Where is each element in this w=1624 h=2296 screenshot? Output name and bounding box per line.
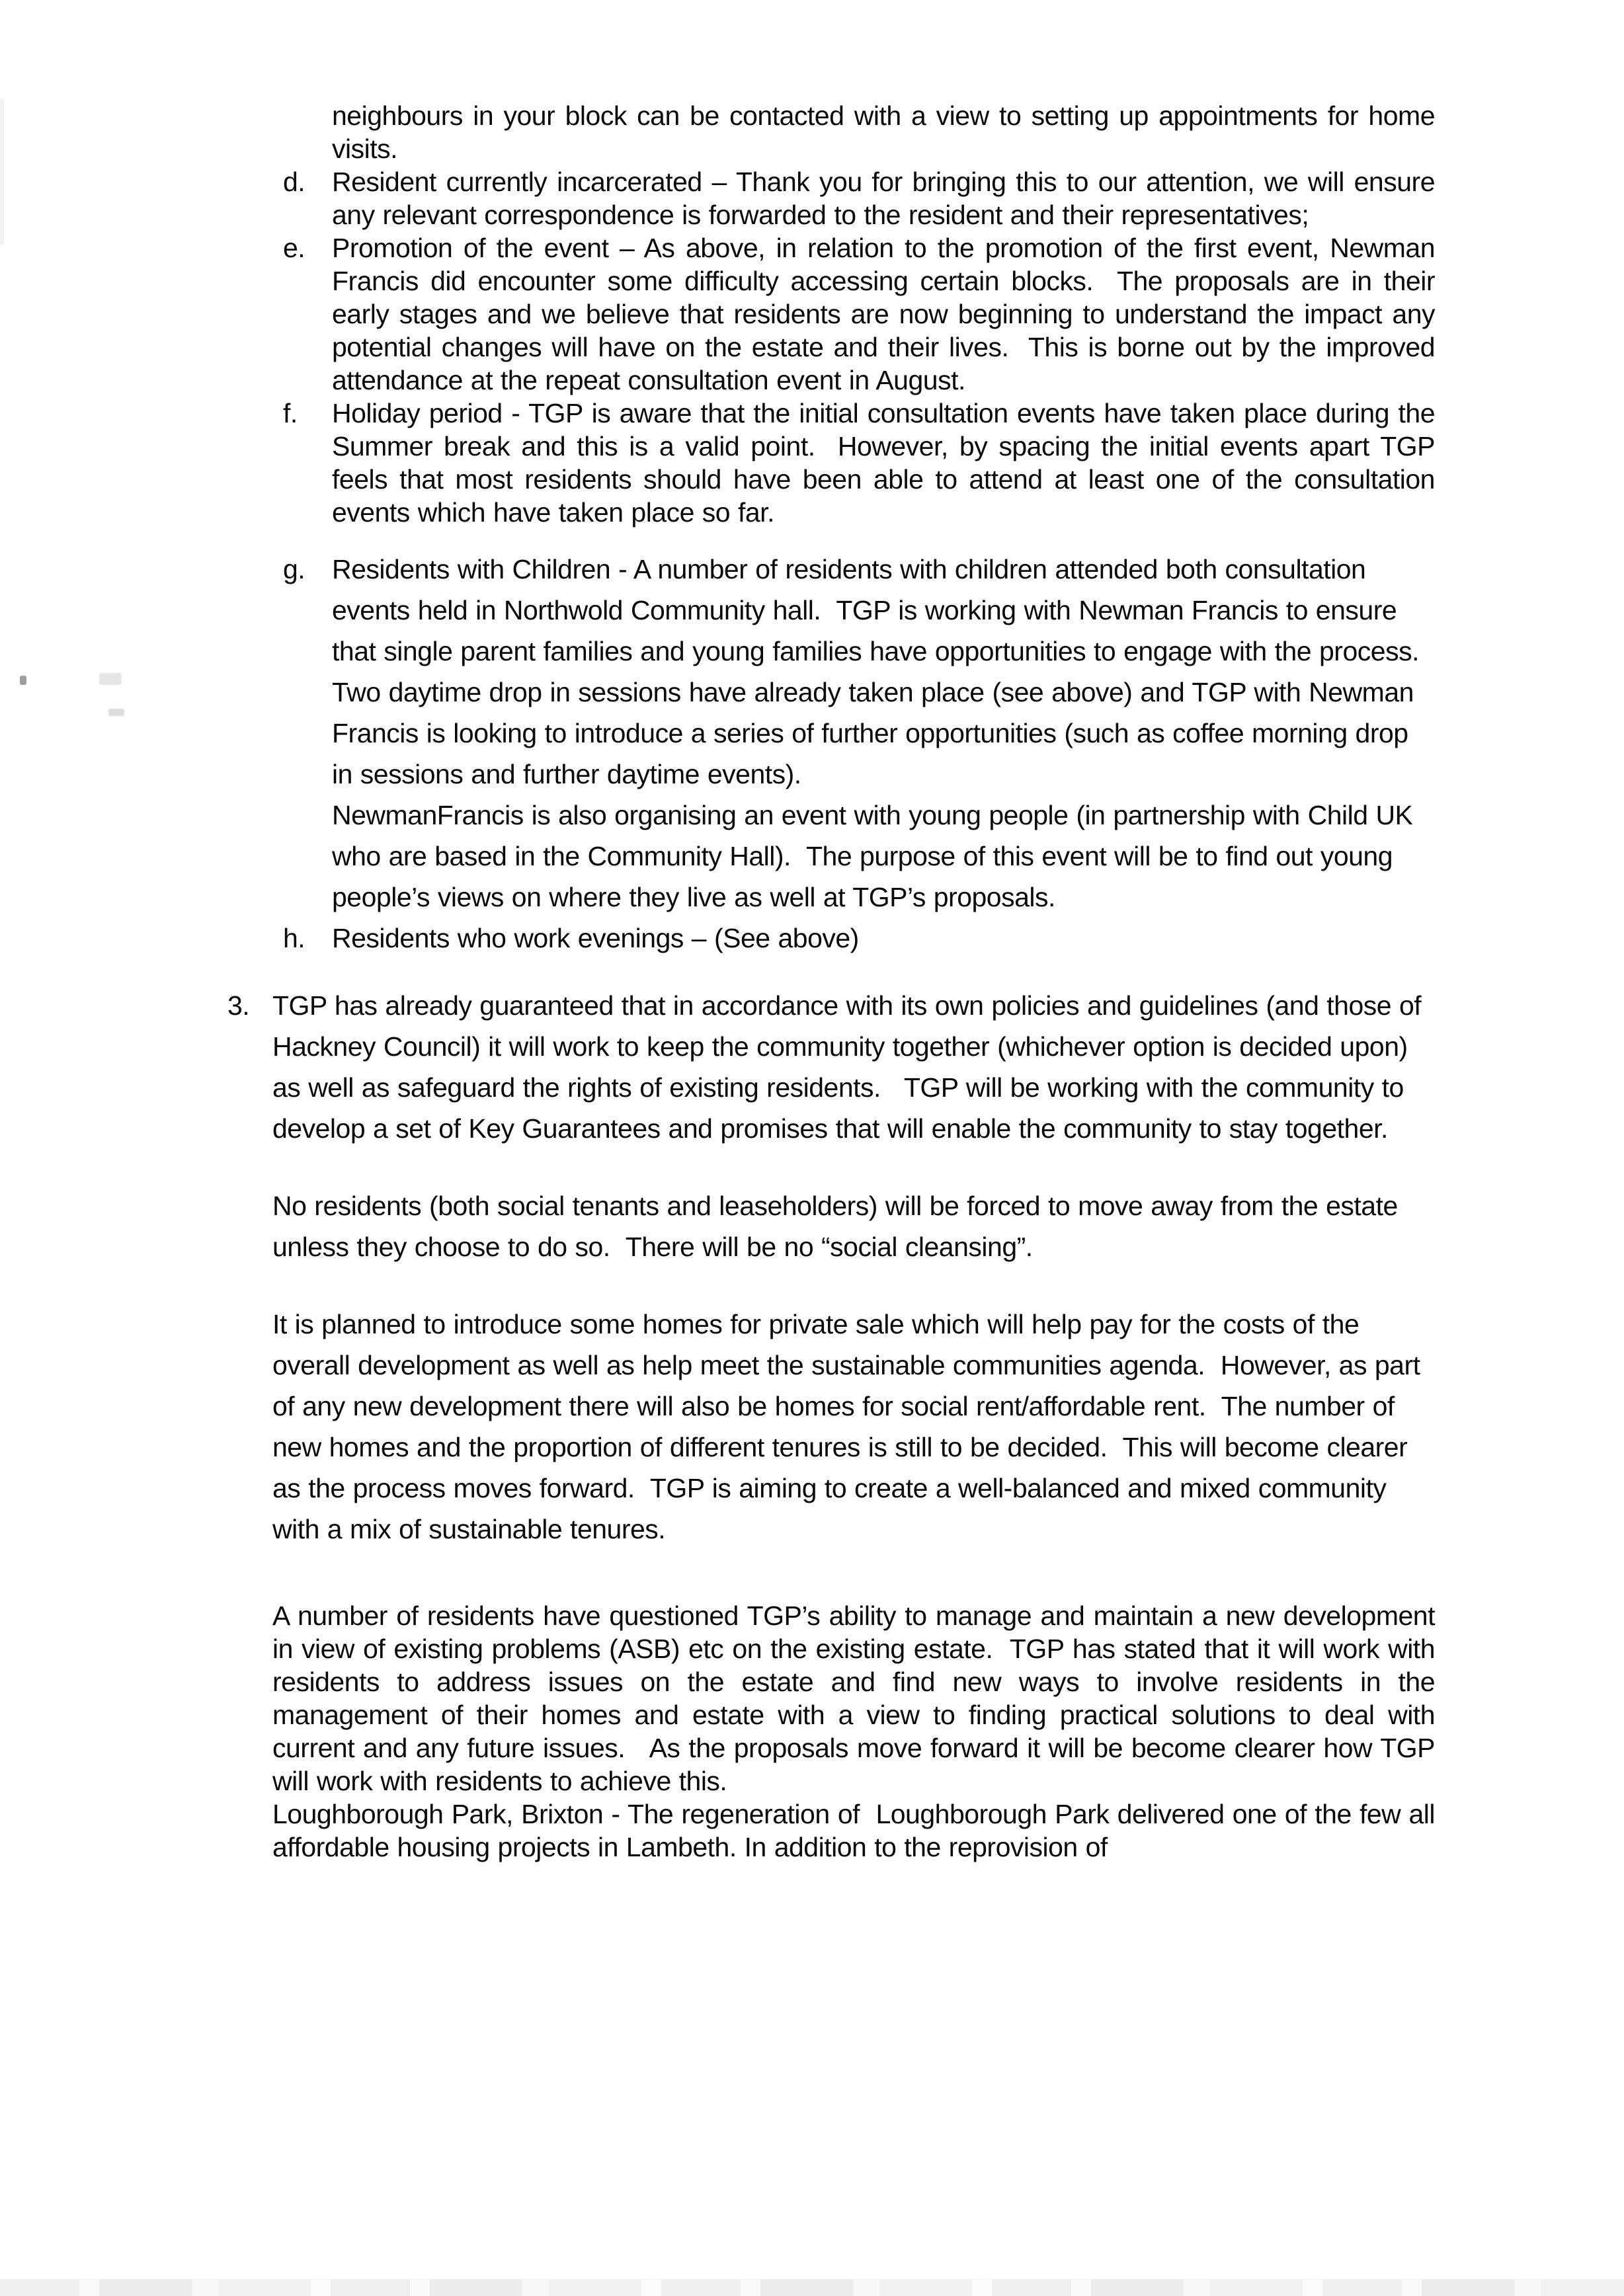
list-item-d-text: Resident currently incarcerated – Thank you for bringing this to our attention, we will ensure any relevant correspondence is forwarded to the resident and their representatives;	[332, 167, 1443, 230]
list-item-h-marker: h.	[283, 923, 305, 953]
list-item-g	[283, 549, 1435, 918]
scan-noise-strip	[0, 2279, 1624, 2296]
item-3-paragraph-private-sale: It is planned to introduce some homes for private sale which will help pay for the costs of the overall development as well as help meet the sustainable communities agenda. However, as part of any new development there will also be homes for social rent/affordable rent. The number of new homes and the proportion of different tenures is still to be decided. This will become clearer as the process moves forward. TGP is aiming to create a well-balanced and mixed community with a mix of sustainable tenures.	[272, 1309, 1428, 1544]
item-3-paragraph-guarantees: TGP has already guaranteed that in accordance with its own policies and guidelines (and those of Hackney Council) it will work to keep the community together (whichever option is decided upon) as well as safeguard the rights of existing residents. TGP will be working with the community to develop a set of Key Guarantees and promises that will enable the community to stay together.	[272, 990, 1430, 1144]
list-item-g-text-continued: NewmanFrancis is also organising an event with young people (in partnership with Child UK who are based in the Community Hall). The purpose of this event will be to find out young people’s views on where they live as well at TGP’s proposals.	[332, 800, 1421, 912]
list-item-g-text: Residents with Children - A number of residents with children attended both consultation events held in Northwold Community hall. TGP is working with Newman Francis to ensure that single parent families and young families have opportunities to engage with the process. Two daytime drop in sessions have already taken place (see above) and TGP with Newman Francis is looking to introduce a series of further opportunities (such as coffee morning drop in sessions and further daytime events).	[332, 554, 1435, 789]
list-item-h-text: Residents who work evenings – (See above)	[332, 923, 859, 953]
list-item-f-text: Holiday period - TGP is aware that the initial consultation events have taken place during the Summer break and this is a valid point. However, by spacing the initial events apart TGP feels that most residents should have been able to attend at least one of the consultation events which have taken place so far.	[332, 398, 1443, 528]
list-item-e-text: Promotion of the event – As above, in relation to the promotion of the first event, Newman Francis did encounter some difficulty accessing certain blocks. The proposals are in their early stages and we believe that residents are now beginning to understand the impact any potential changes will have on the estate and their lives. This is borne out by the improved attendance at the repeat consultation event in August.	[332, 233, 1443, 395]
scan-edge-artifact	[0, 99, 4, 245]
item-3-paragraph-no-residents: No residents (both social tenants and leaseholders) will be forced to move away from the estate unless they choose to do so. There will be no “social cleansing”.	[272, 1191, 1406, 1262]
list-item-3	[227, 985, 1443, 1864]
list-item-f-marker: f.	[283, 398, 298, 428]
list-item-e-marker: e.	[283, 233, 305, 263]
item-3-paragraph-loughborough-park: Loughborough Park, Brixton - The regeneration of Loughborough Park delivered one of the few all affordable housing projects in Lambeth. In addition to the reprovision of	[272, 1799, 1443, 1862]
paragraph-intro-continuation: neighbours in your block can be contacted with a view to setting up appointments for home visits.	[332, 100, 1443, 164]
list-item-d-marker: d.	[283, 167, 305, 197]
scan-speck	[20, 676, 26, 685]
list-item-d	[283, 165, 1443, 231]
list-item-f	[283, 397, 1443, 529]
list-item-3-marker: 3.	[227, 990, 250, 1021]
list-item-h	[283, 918, 1435, 959]
list-item-e	[283, 231, 1443, 397]
scan-speck	[108, 709, 124, 716]
list-item-g-marker: g.	[283, 554, 305, 584]
item-3-paragraph-manage-maintain: A number of residents have questioned TGP’s ability to manage and maintain a new development in view of existing problems (ASB) etc on the existing estate. TGP has stated that it will work with residents to address issues on the estate and find new ways to involve residents in the management of their homes and estate with a view to finding practical solutions to deal with current and any future issues. As the proposals move forward it will be become clearer how TGP will work with residents to achieve this.	[272, 1601, 1443, 1796]
scan-speck	[99, 673, 122, 685]
